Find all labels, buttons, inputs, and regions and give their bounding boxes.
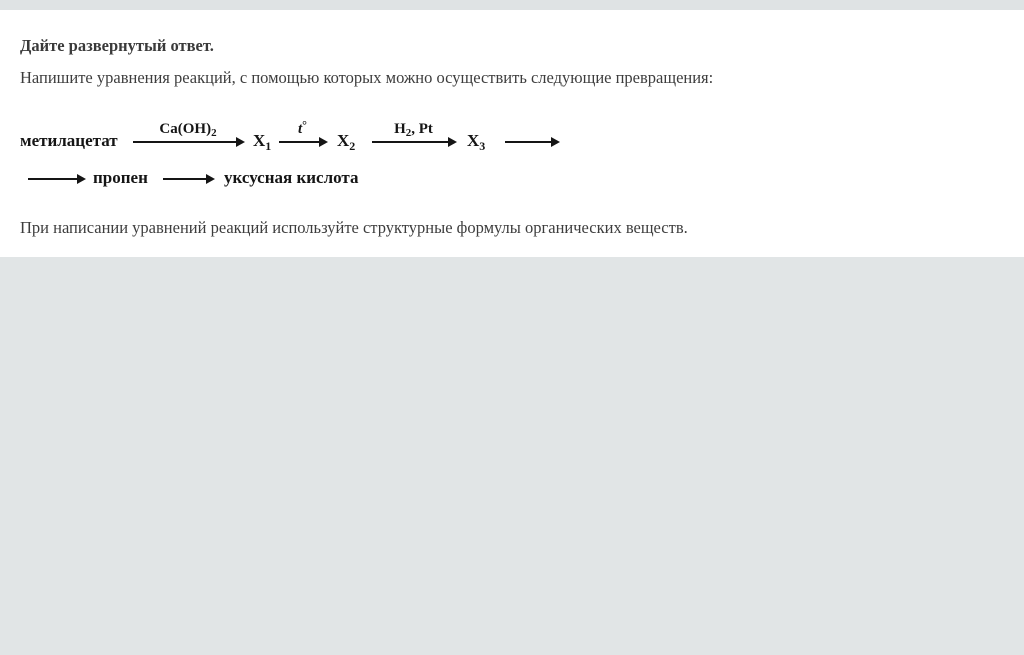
scheme-start-compound: метилацетат	[20, 131, 118, 150]
x3-base: X	[467, 131, 480, 150]
question-panel	[0, 10, 1024, 257]
task-text: Напишите уравнения реакций, с помощью которых можно осуществить следующие превращения:	[20, 68, 714, 87]
arrow-2-condition-main: t	[298, 121, 303, 137]
scheme-acetic-acid: уксусная кислота	[224, 168, 359, 187]
x3-subscript: 3	[479, 139, 486, 153]
arrow-3-reagent-subscript: 2	[405, 127, 412, 139]
scheme-x1	[253, 131, 272, 153]
x2-subscript: 2	[349, 139, 356, 153]
x1-base: X	[253, 131, 266, 150]
reaction-arrow-2	[279, 118, 326, 143]
arrow-3-reagent-post: , Pt	[411, 121, 433, 137]
reaction-scheme	[20, 115, 600, 200]
reaction-arrow-4	[505, 141, 558, 143]
top-strip	[0, 0, 1024, 10]
scheme-x3	[467, 131, 486, 153]
reaction-arrow-1	[133, 121, 243, 143]
reaction-arrow-6	[163, 178, 213, 180]
arrowhead-right-icon	[206, 174, 215, 184]
reaction-arrow-5	[28, 178, 84, 180]
question-title: Дайте развернутый ответ.	[20, 36, 214, 55]
scheme-x2	[337, 131, 356, 153]
arrowhead-right-icon	[319, 137, 328, 147]
arrowhead-right-icon	[448, 137, 457, 147]
scheme-propene: пропен	[93, 168, 148, 187]
arrow-3-reagent-label	[394, 122, 433, 137]
arrowhead-right-icon	[551, 137, 560, 147]
arrow-1-reagent-main: Ca(OH)	[159, 121, 212, 137]
reaction-arrow-3	[372, 121, 455, 143]
x2-base: X	[337, 131, 350, 150]
arrow-1-reagent-label	[159, 122, 216, 137]
arrowhead-right-icon	[77, 174, 86, 184]
note-text: При написании уравнений реакций используйте структурные формулы органических веществ.	[20, 218, 688, 237]
x1-subscript: 1	[265, 139, 272, 153]
arrow-3-reagent-pre: H	[394, 121, 406, 137]
arrow-2-condition-label	[298, 118, 307, 137]
arrow-1-reagent-subscript: 2	[211, 127, 217, 139]
arrow-2-condition-degree: °	[302, 118, 307, 132]
arrowhead-right-icon	[236, 137, 245, 147]
